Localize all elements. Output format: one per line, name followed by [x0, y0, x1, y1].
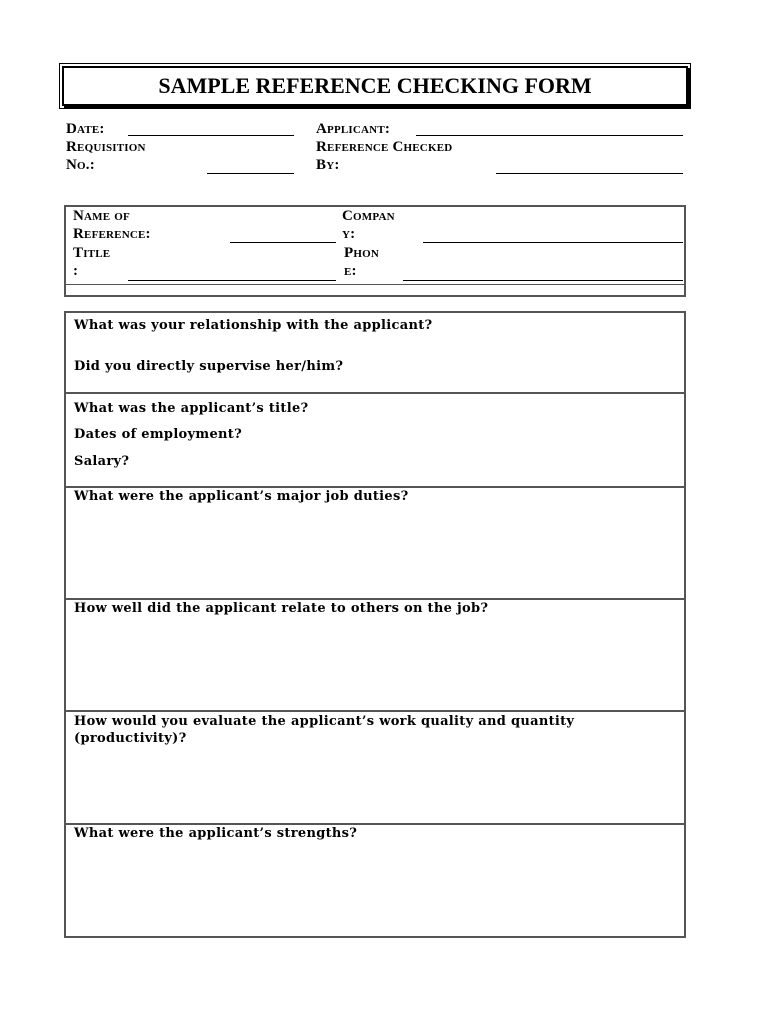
reference-label: Reference: — [73, 226, 151, 242]
question-applicant-title: What was the applicant’s title? — [74, 401, 309, 416]
title-colon-label: : — [73, 263, 79, 279]
question-dates-employment: Dates of employment? — [74, 427, 242, 442]
reference-checked-by-field[interactable] — [496, 173, 683, 174]
title-label: Title — [73, 245, 111, 261]
applicant-label: Applicant: — [316, 121, 391, 137]
question-supervise: Did you directly supervise her/him? — [74, 359, 344, 374]
question-box-duties[interactable] — [64, 486, 686, 600]
name-of-label: Name of — [73, 208, 130, 224]
reference-checked-label: Reference Checked — [316, 139, 453, 155]
reference-box-divider — [64, 284, 684, 285]
question-job-duties: What were the applicant’s major job duties? — [74, 489, 409, 504]
question-salary: Salary? — [74, 454, 130, 469]
question-box-strengths[interactable] — [64, 823, 686, 938]
requisition-no-field[interactable] — [207, 173, 294, 174]
phone-field[interactable] — [403, 280, 683, 281]
requisition-label: Requisition — [66, 139, 146, 155]
question-work-quality: How would you evaluate the applicant’s work quality and quantity — [74, 714, 575, 729]
phone-label-suffix: e: — [344, 263, 357, 279]
reference-checked-by-label: By: — [316, 157, 340, 173]
requisition-no-label: No.: — [66, 157, 95, 173]
question-relate-others: How well did the applicant relate to others on the job? — [74, 601, 489, 616]
date-label: Date: — [66, 121, 105, 137]
applicant-field[interactable] — [416, 135, 683, 136]
company-label-suffix: y: — [342, 226, 356, 242]
question-box-relate[interactable] — [64, 598, 686, 712]
question-strengths: What were the applicant’s strengths? — [74, 826, 358, 841]
question-productivity: (productivity)? — [74, 731, 187, 746]
date-field[interactable] — [128, 135, 294, 136]
company-label: Compan — [342, 208, 395, 224]
phone-label: Phon — [344, 245, 380, 261]
reference-title-field[interactable] — [128, 280, 336, 281]
question-box-title-dates[interactable] — [64, 392, 686, 488]
name-of-reference-field[interactable] — [230, 242, 336, 243]
question-box-relationship[interactable] — [64, 311, 686, 394]
form-title: SAMPLE REFERENCE CHECKING FORM — [158, 73, 592, 98]
form-title-box — [62, 66, 688, 106]
question-relationship: What was your relationship with the applicant? — [74, 318, 433, 333]
question-box-quality[interactable] — [64, 710, 686, 825]
company-field[interactable] — [423, 242, 683, 243]
